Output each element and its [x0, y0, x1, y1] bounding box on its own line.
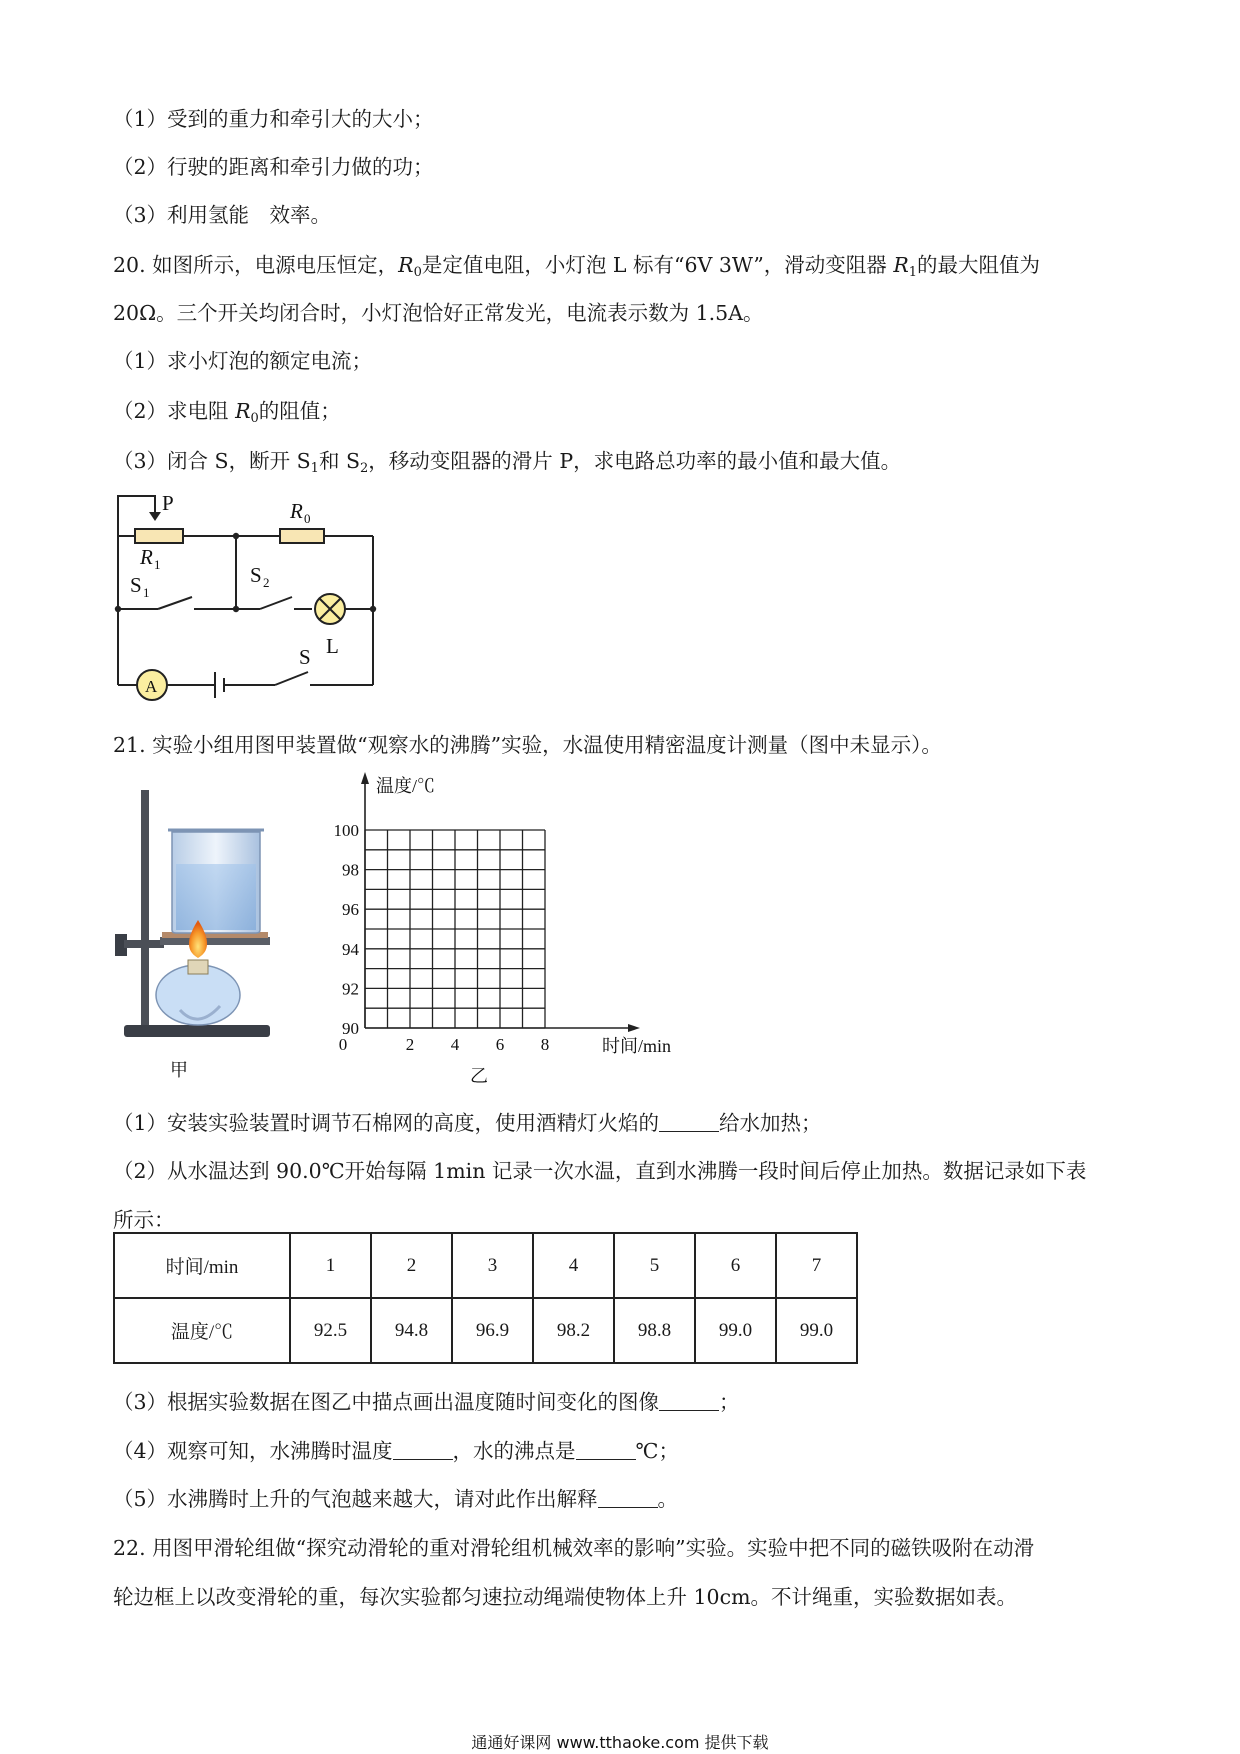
- q19-sub2: （2）行驶的距离和牵引力做的功；: [113, 155, 434, 179]
- q20-sub3: （3）闭合 S，断开 $S_1$和 $S_2$，移动变阻器的滑片 P，求电路总功率的最小值和最大值。: [113, 449, 902, 476]
- x-tick-label: 2: [405, 1035, 415, 1054]
- q20-sub2: （2）求电阻 $R_0$的阻值；: [113, 399, 341, 426]
- answer-blank[interactable]: [659, 1390, 719, 1411]
- y-tick-label: 90: [342, 1019, 359, 1038]
- table-cell: 94.8: [371, 1298, 452, 1363]
- table-header-time: 时间/min: [114, 1233, 290, 1298]
- table-cell: 7: [776, 1233, 857, 1298]
- table-cell: 6: [695, 1233, 776, 1298]
- x-tick-label: 4: [450, 1035, 460, 1054]
- table-cell: 2: [371, 1233, 452, 1298]
- q21-stem: 21. 实验小组用图甲装置做“观察水的沸腾”实验，水温使用精密温度计测量（图中未显示）。: [113, 733, 942, 757]
- label-s1-sub: 1: [143, 585, 150, 600]
- q21-sub2-line1: （2）从水温达到 90.0℃开始每隔 1min 记录一次水温，直到水沸腾一段时间后停止加热。数据记录如下表: [113, 1159, 1087, 1183]
- table-cell: 4: [533, 1233, 614, 1298]
- fig-yi-label: 乙: [470, 1066, 488, 1086]
- q21-sub5: （5）水沸腾时上升的气泡越来越大，请对此作出解释 。: [113, 1487, 679, 1511]
- stand-base: [124, 1025, 270, 1037]
- y-tick-label: 100: [333, 821, 359, 840]
- table-header-temp: 温度/℃: [114, 1298, 290, 1363]
- x-tick-label: 0: [338, 1035, 348, 1054]
- table-cell: 1: [290, 1233, 371, 1298]
- label-ammeter: A: [145, 677, 158, 696]
- y-tick-label: 94: [342, 939, 359, 959]
- q20-sub1: （1）求小灯泡的额定电流；: [113, 349, 373, 373]
- label-l: L: [326, 634, 339, 658]
- q21-sub4: （4）观察可知，水沸腾时温度 ，水的沸点是 ℃；: [113, 1439, 679, 1463]
- label-r0-sub: 0: [304, 511, 311, 526]
- q21-sub1: （1）安装实验装置时调节石棉网的高度，使用酒精灯火焰的 给水加热；: [113, 1111, 822, 1135]
- q22-stem-line1: 22. 用图甲滑轮组做“探究动滑轮的重对滑轮组机械效率的影响”实验。实验中把不同的磁铁吸附在动滑: [113, 1536, 1035, 1560]
- table-cell: 99.0: [776, 1298, 857, 1363]
- table-row-time: [114, 1233, 857, 1298]
- q19-sub3: （3）利用氢能 效率。: [113, 203, 332, 227]
- table-cell: 92.5: [290, 1298, 371, 1363]
- label-r1-sub: 1: [154, 557, 161, 572]
- q21-sub3: （3）根据实验数据在图乙中描点画出温度随时间变化的图像 ；: [113, 1390, 740, 1414]
- answer-blank[interactable]: [576, 1439, 636, 1460]
- q20-stem-line2: 20Ω。三个开关均闭合时，小灯泡恰好正常发光，电流表示数为 1.5A。: [113, 301, 764, 325]
- table-cell: 98.8: [614, 1298, 695, 1363]
- temperature-time-graph: [320, 770, 680, 1090]
- table-row-temp: [114, 1298, 857, 1363]
- y-tick-label: 96: [342, 900, 359, 920]
- q19-sub1: （1）受到的重力和牵引大的大小；: [113, 107, 434, 131]
- stand-rod: [141, 790, 149, 1030]
- table-cell: 3: [452, 1233, 533, 1298]
- table-cell: 96.9: [452, 1298, 533, 1363]
- answer-blank[interactable]: [598, 1487, 658, 1508]
- graph-xlabel: 时间/min: [602, 1036, 672, 1056]
- label-r1: R: [140, 545, 153, 569]
- q21-sub2-line2: 所示：: [113, 1208, 175, 1232]
- graph-ylabel: 温度/℃: [376, 776, 436, 796]
- boiling-apparatus-figure: [110, 780, 290, 1080]
- y-tick-label: 98: [342, 860, 359, 880]
- q22-stem-line2: 轮边框上以改变滑轮的重，每次实验都匀速拉动绳端使物体上升 10cm。不计绳重，实验数据如表。: [113, 1585, 1018, 1609]
- answer-blank[interactable]: [393, 1439, 453, 1460]
- fig-jia-label: 甲: [170, 1060, 188, 1080]
- y-tick-label: 92: [342, 979, 359, 999]
- x-tick-label: 6: [495, 1035, 505, 1054]
- q20-stem-line1: 20. 如图所示，电源电压恒定，$R_0$是定值电阻，小灯泡 L 标有“6V 3W”，滑动变阻器 $R_1$的最大阻值为: [113, 253, 1041, 280]
- label-r0: R: [290, 499, 303, 523]
- label-p: P: [162, 491, 174, 515]
- label-s2-sub: 2: [263, 575, 270, 590]
- circuit-diagram: [100, 488, 400, 708]
- data-table: [113, 1232, 858, 1364]
- answer-blank[interactable]: [659, 1111, 719, 1132]
- label-s: S: [299, 645, 311, 669]
- table-cell: 99.0: [695, 1298, 776, 1363]
- table-cell: 98.2: [533, 1298, 614, 1363]
- label-s2: S: [250, 563, 262, 587]
- page-footer: 通通好课网 www.tthaoke.com 提供下载: [471, 1733, 769, 1752]
- label-s1: S: [130, 573, 142, 597]
- x-tick-label: 8: [540, 1035, 550, 1054]
- table-cell: 5: [614, 1233, 695, 1298]
